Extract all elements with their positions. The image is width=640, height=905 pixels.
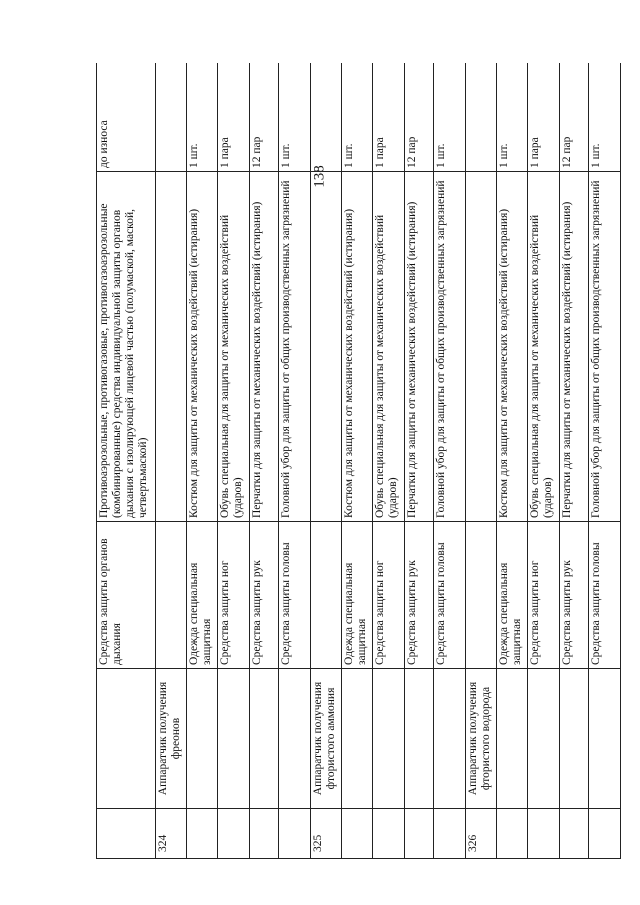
cell-norm: 1 шт. (279, 63, 311, 172)
cell-category: Средства защиты ног (218, 522, 250, 669)
cell-category: Одежда специальная защитная (496, 522, 528, 669)
cell-item: Противоаэрозольные, противогазовые, противогазоаэрозольные (комбинированные) средства индивидуальной защиты органов дыхания с изолирующей лицевой частью (полумаской, маской, четвертьмаской) (97, 172, 156, 522)
cell-profession (218, 669, 250, 809)
cell-num: 325 (310, 809, 341, 859)
cell-profession (559, 669, 589, 809)
cell-profession: Аппаратчик получения фтористого водорода (465, 669, 496, 809)
table-container (96, 63, 621, 859)
cell-item: Костюм для защиты от механических воздействий (истирания) (341, 172, 373, 522)
cell-category (156, 522, 187, 669)
cell-profession (589, 669, 621, 809)
cell-profession (186, 669, 218, 809)
rotated-page (96, 63, 621, 859)
cell-item: Обувь специальная для защиты от механических воздействий (ударов) (528, 172, 560, 522)
cell-num (218, 809, 250, 859)
cell-item: Костюм для защиты от механических воздействий (истирания) (186, 172, 218, 522)
cell-item: Головной убор для защиты от общих производственных загрязнений (434, 172, 466, 522)
cell-category: Средства защиты головы (589, 522, 621, 669)
table-row (496, 63, 528, 859)
cell-num (279, 809, 311, 859)
cell-norm: 1 пара (528, 63, 560, 172)
cell-num: 324 (156, 809, 187, 859)
cell-item: Перчатки для защиты от механических воздействий (истирания) (249, 172, 279, 522)
cell-item (310, 172, 341, 522)
cell-norm: 1 пара (218, 63, 250, 172)
cell-profession (249, 669, 279, 809)
norms-table (96, 63, 621, 859)
cell-profession (97, 669, 156, 809)
cell-item (156, 172, 187, 522)
cell-num (404, 809, 434, 859)
cell-category: Средства защиты головы (434, 522, 466, 669)
cell-item: Перчатки для защиты от механических воздействий (истирания) (559, 172, 589, 522)
page-number: 138 (311, 165, 328, 188)
cell-norm: 1 шт. (186, 63, 218, 172)
cell-norm: 1 шт. (341, 63, 373, 172)
cell-norm: 1 пара (373, 63, 405, 172)
cell-profession (373, 669, 405, 809)
cell-num (373, 809, 405, 859)
cell-item: Костюм для защиты от механических воздействий (истирания) (496, 172, 528, 522)
cell-item: Головной убор для защиты от общих производственных загрязнений (279, 172, 311, 522)
cell-profession (404, 669, 434, 809)
cell-num (249, 809, 279, 859)
cell-norm: 12 пар (404, 63, 434, 172)
cell-profession (279, 669, 311, 809)
cell-category (465, 522, 496, 669)
cell-norm: 12 пар (559, 63, 589, 172)
cell-item (465, 172, 496, 522)
cell-category: Средства защиты рук (249, 522, 279, 669)
cell-norm: 1 шт. (589, 63, 621, 172)
cell-category: Средства защиты ног (373, 522, 405, 669)
table-row (97, 63, 156, 859)
table-row (434, 63, 466, 859)
cell-category: Одежда специальная защитная (186, 522, 218, 669)
table-row (404, 63, 434, 859)
table-row (279, 63, 311, 859)
cell-norm (465, 63, 496, 172)
cell-category (310, 522, 341, 669)
cell-norm (310, 63, 341, 172)
cell-profession (434, 669, 466, 809)
cell-profession: Аппаратчик получения фреонов (156, 669, 187, 809)
table-row (559, 63, 589, 859)
table-row (218, 63, 250, 859)
cell-norm: 1 шт. (496, 63, 528, 172)
cell-num (341, 809, 373, 859)
cell-item: Головной убор для защиты от общих производственных загрязнений (589, 172, 621, 522)
table-row (465, 63, 496, 859)
cell-profession (341, 669, 373, 809)
table-row (373, 63, 405, 859)
table-row (186, 63, 218, 859)
table-row (528, 63, 560, 859)
cell-category: Средства защиты органов дыхания (97, 522, 156, 669)
table-row (156, 63, 187, 859)
table-row (589, 63, 621, 859)
cell-num: 326 (465, 809, 496, 859)
cell-category: Средства защиты головы (279, 522, 311, 669)
cell-item: Перчатки для защиты от механических воздействий (истирания) (404, 172, 434, 522)
cell-num (528, 809, 560, 859)
cell-num (589, 809, 621, 859)
cell-num (97, 809, 156, 859)
cell-norm: до износа (97, 63, 156, 172)
cell-norm: 12 пар (249, 63, 279, 172)
cell-norm: 1 шт. (434, 63, 466, 172)
cell-profession: Аппаратчик получения фтористого аммония (310, 669, 341, 809)
cell-category: Средства защиты ног (528, 522, 560, 669)
cell-item: Обувь специальная для защиты от механических воздействий (ударов) (218, 172, 250, 522)
cell-profession (528, 669, 560, 809)
table-row (341, 63, 373, 859)
cell-num (186, 809, 218, 859)
cell-category: Средства защиты рук (404, 522, 434, 669)
cell-category: Одежда специальная защитная (341, 522, 373, 669)
cell-profession (496, 669, 528, 809)
cell-category: Средства защиты рук (559, 522, 589, 669)
table-row (249, 63, 279, 859)
cell-item: Обувь специальная для защиты от механических воздействий (ударов) (373, 172, 405, 522)
norms-table-body (97, 63, 621, 859)
cell-norm (156, 63, 187, 172)
cell-num (434, 809, 466, 859)
cell-num (559, 809, 589, 859)
cell-num (496, 809, 528, 859)
table-row (310, 63, 341, 859)
